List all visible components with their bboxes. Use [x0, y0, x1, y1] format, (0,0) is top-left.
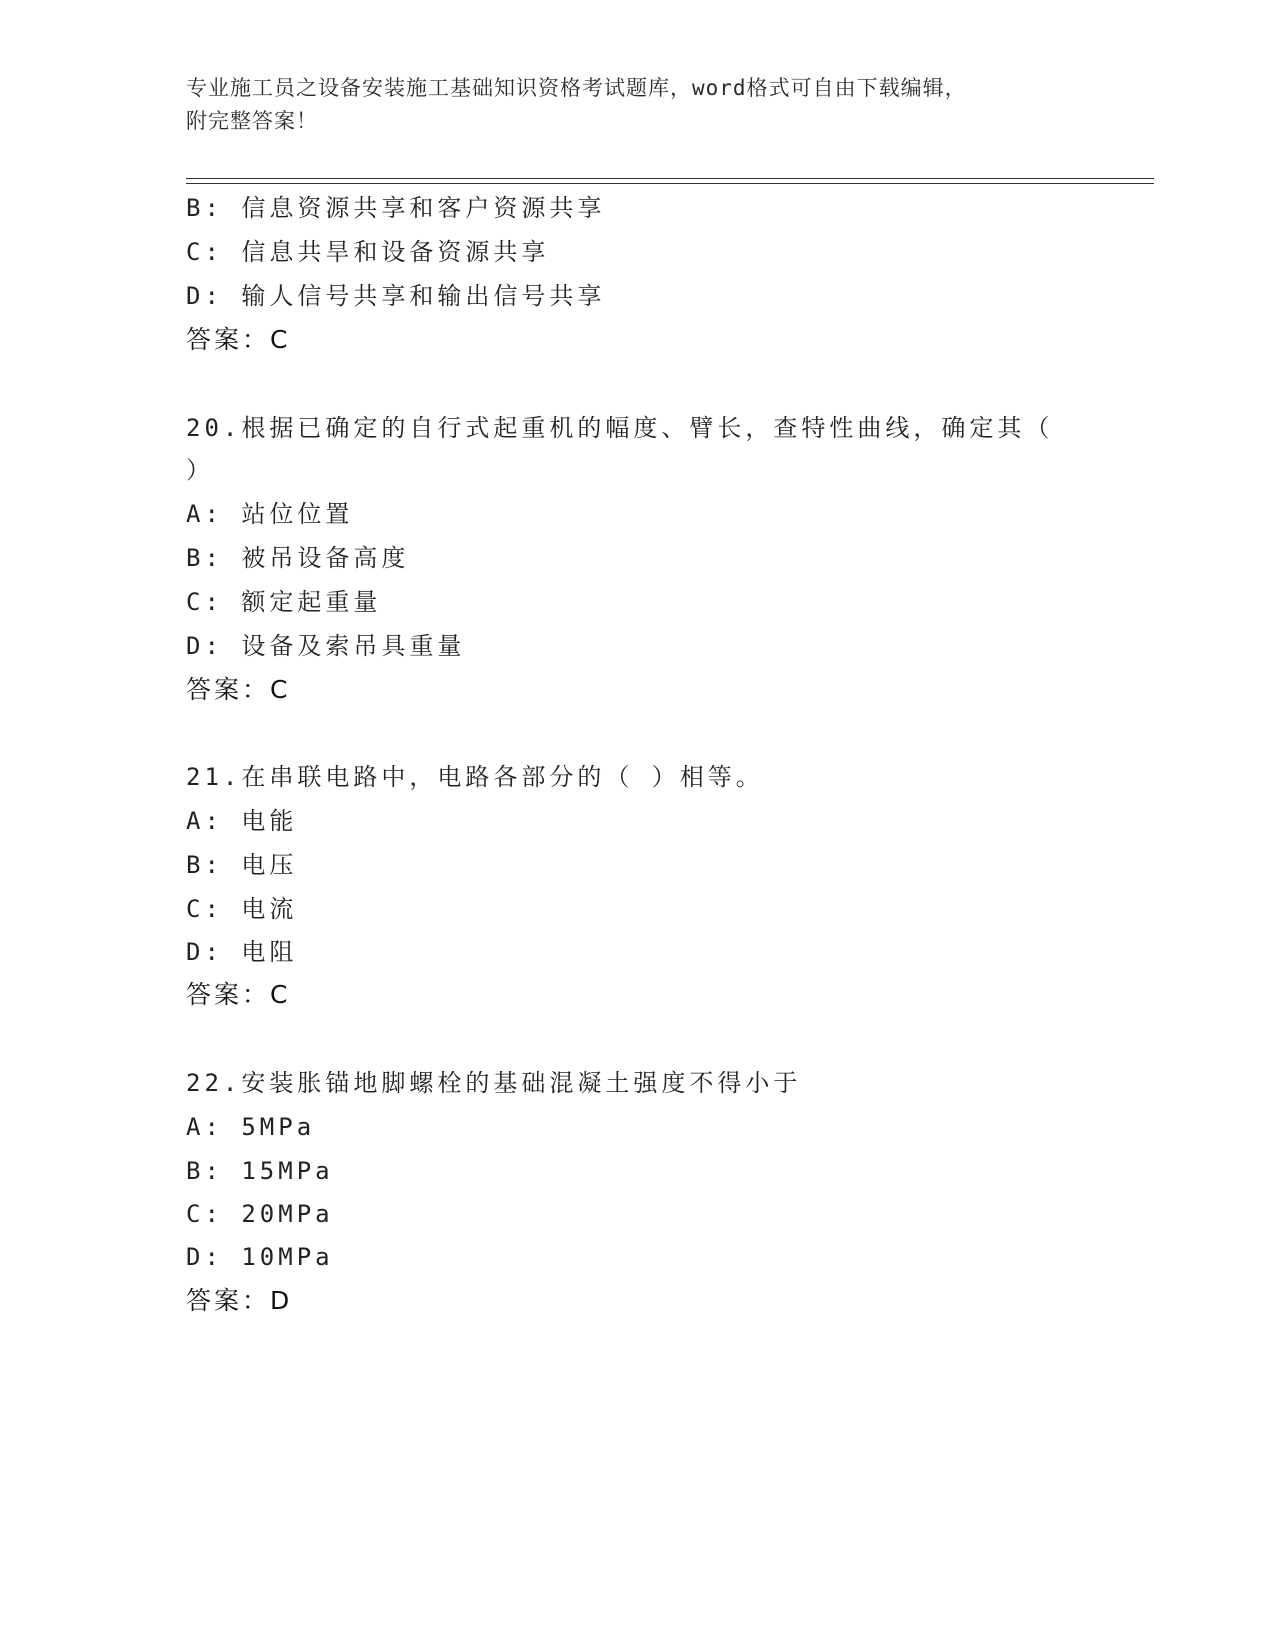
q21-option-c: C: 电流 — [186, 895, 298, 923]
q20-stem-line-2: ） — [186, 456, 214, 484]
q22-option-a: A: 5MPa — [186, 1113, 316, 1141]
q20-answer: 答案：C — [186, 675, 291, 704]
q21-answer: 答案：C — [186, 980, 291, 1009]
q20-option-c: C: 额定起重量 — [186, 588, 382, 616]
document-header — [186, 72, 1086, 138]
q22-option-b: B: 15MPa — [186, 1157, 334, 1185]
q22-answer: 答案：D — [186, 1286, 293, 1315]
q19-option-b: B: 信息资源共享和客户资源共享 — [186, 194, 606, 222]
q21-stem: 21.在串联电路中，电路各部分的（ ）相等。 — [186, 763, 764, 791]
header-divider-top — [186, 178, 1154, 179]
q20-stem-line-1: 20.根据已确定的自行式起重机的幅度、臂长，查特性曲线，确定其（ — [186, 414, 1054, 442]
q22-option-c: C: 20MPa — [186, 1200, 334, 1228]
header-line-2: 附完整答案！ — [186, 109, 318, 133]
q22-stem: 22.安装胀锚地脚螺栓的基础混凝土强度不得小于 — [186, 1069, 802, 1097]
q20-option-d: D: 设备及索吊具重量 — [186, 632, 466, 660]
q21-option-d: D: 电阻 — [186, 938, 298, 966]
header-line-1: 专业施工员之设备安装施工基础知识资格考试题库，word格式可自由下载编辑， — [186, 76, 967, 100]
q20-option-b: B: 被吊设备高度 — [186, 544, 410, 572]
q22-option-d: D: 10MPa — [186, 1243, 334, 1271]
q21-option-b: B: 电压 — [186, 851, 298, 879]
q20-option-a: A: 站位位置 — [186, 500, 354, 528]
q19-answer: 答案：C — [186, 325, 291, 354]
header-divider-bottom — [186, 183, 1154, 184]
q19-option-c: C: 信息共旱和设备资源共享 — [186, 238, 550, 266]
q21-option-a: A: 电能 — [186, 807, 298, 835]
q19-option-d: D: 输人信号共享和输出信号共享 — [186, 282, 606, 310]
